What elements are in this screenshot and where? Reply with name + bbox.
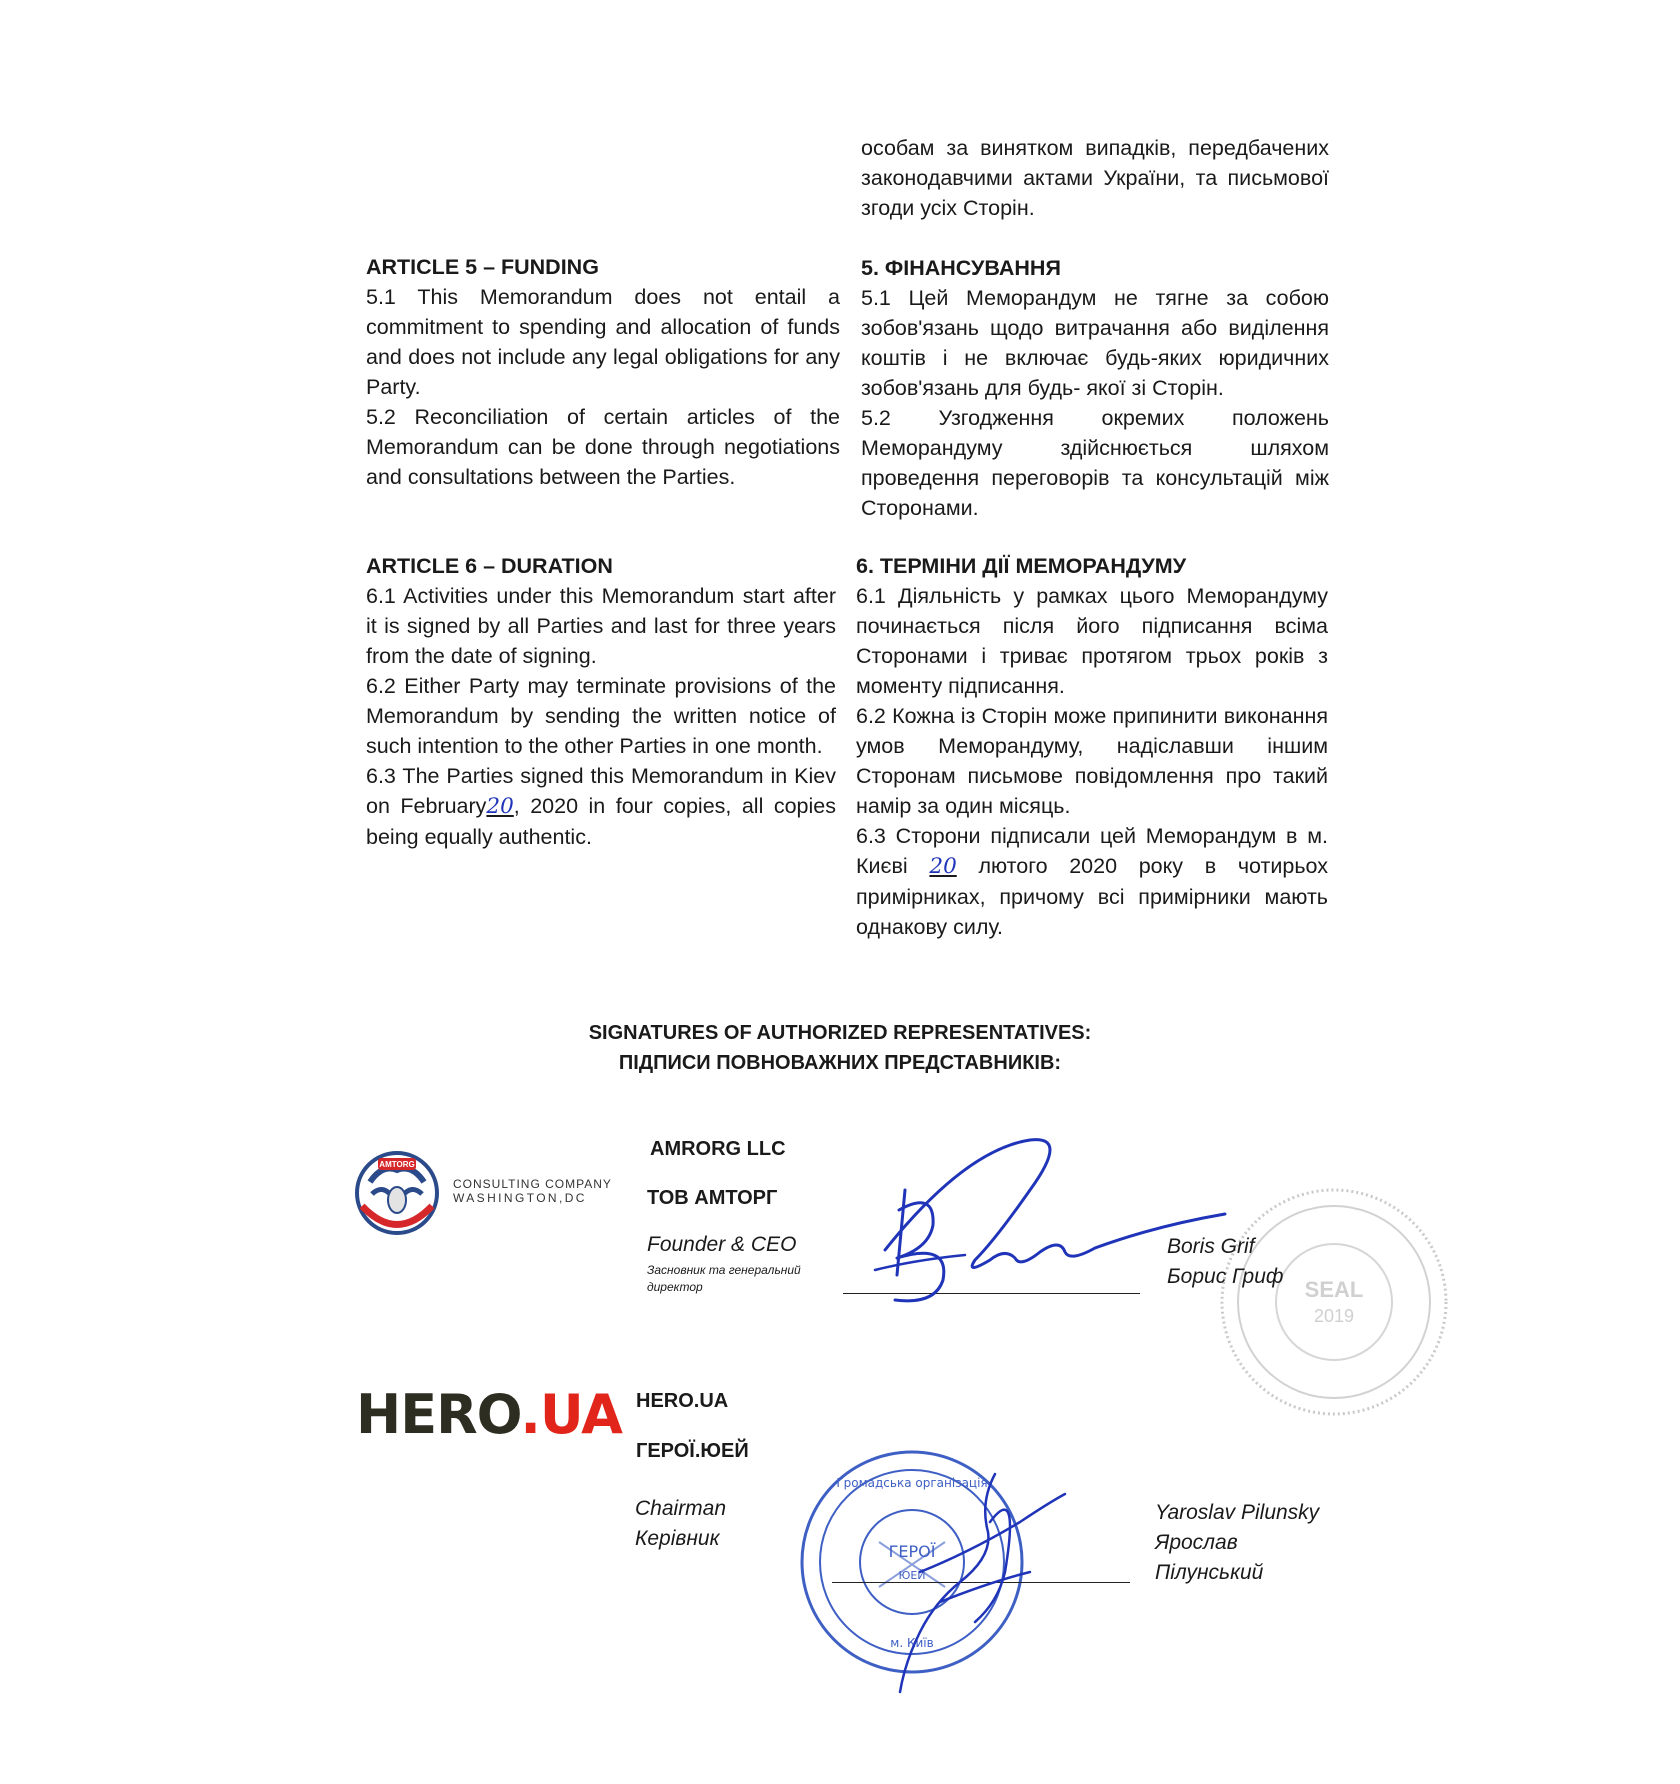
- amtorg-caption-line2: WASHINGTON,DC: [453, 1191, 587, 1205]
- party1-role-ua: Засновник та генеральний директор: [647, 1263, 801, 1294]
- party1-person-en: Boris Grif: [1167, 1235, 1255, 1258]
- clause-6-1-en: 6.1 Activities under this Memorandum start after it is signed by all Parties and last for three years from the date of signing.: [366, 584, 836, 668]
- party2-person-en: Yaroslav Pilunsky: [1155, 1501, 1320, 1524]
- svg-text:ЮЕЙ: ЮЕЙ: [898, 1569, 926, 1582]
- party2-name-en: HERO.UA: [636, 1390, 729, 1412]
- clause-6-3-ua-end: лютого 2020 року в чотирьох примірниках, причому всі примірники мають однакову силу.: [856, 854, 1328, 939]
- party1-name-ua: ТОВ АМТОРГ: [647, 1187, 778, 1209]
- party2-role-ua: Керівник: [635, 1527, 720, 1550]
- clause-6-2-en: 6.2 Either Party may terminate provisions of the Memorandum by sending the written notice of such intention to the other Parties in one month.: [366, 674, 836, 758]
- clause-6-3-en: [366, 761, 836, 852]
- handwritten-date-ua: 20: [929, 854, 957, 879]
- clause-5-1-ua: 5.1 Цей Меморандум не тягне за собою зобов'язань щодо витрачання або виділення коштів і не включає будь-яких юридичних зобов'язань для будь- якої зі Сторін.: [861, 286, 1329, 400]
- article-5-en-heading: ARTICLE 5 – FUNDING: [366, 255, 599, 279]
- clause-6-1-ua: 6.1 Діяльність у рамках цього Меморандуму починається після його підписання всіма Сторонами і триває протягом трьох років з моменту підписання.: [856, 584, 1328, 698]
- clause-5-2-en: 5.2 Reconciliation of certain articles of the Memorandum can be done through negotiations and consultations between the Parties.: [366, 405, 840, 489]
- clause-5-1-en: 5.1 This Memorandum does not entail a commitment to spending and allocation of funds and does not include any legal obligations for any Party.: [366, 285, 840, 399]
- svg-text:м. Київ: м. Київ: [890, 1636, 934, 1650]
- party2-person-ua-last: Пілунський: [1155, 1561, 1264, 1584]
- ua-continuation-paragraph: [861, 133, 1329, 223]
- amtorg-caption-line1: CONSULTING COMPANY: [453, 1177, 612, 1191]
- hero-ua-logo: [356, 1383, 622, 1446]
- party2-person-ua-first: Ярослав: [1155, 1531, 1238, 1554]
- party2-role-en: Chairman: [635, 1497, 727, 1520]
- boris-grif-signature-icon: [855, 1130, 1235, 1330]
- hero-logo-part1: HERO: [356, 1383, 521, 1446]
- article-6-en-heading: ARTICLE 6 – DURATION: [366, 554, 613, 578]
- article-6-ua: [856, 551, 1328, 942]
- svg-text:2019: 2019: [1313, 1306, 1355, 1326]
- article-6-ua-heading: 6. ТЕРМІНИ ДІЇ МЕМОРАНДУМУ: [856, 554, 1187, 578]
- party2-name-ua: ГЕРОЇ.ЮЕЙ: [636, 1440, 749, 1462]
- clause-6-2-ua: 6.2 Кожна із Сторін може припинити виконання умов Меморандуму, надіславши іншим Сторонам письмове повідомлення про такий намір за один місяць.: [856, 704, 1328, 818]
- signatures-title-en: SIGNATURES OF AUTHORIZED REPRESENTATIVES:: [588, 1022, 1092, 1044]
- svg-text:Громадська організація: Громадська організація: [836, 1476, 988, 1490]
- clause-6-3-ua: [856, 821, 1328, 942]
- article-5-ua-heading: 5. ФІНАНСУВАННЯ: [861, 256, 1061, 280]
- amtorg-logo-badge-text: AMTORG: [379, 1160, 415, 1169]
- hero-logo-part2: .UA: [520, 1383, 622, 1446]
- clause-6-3-en-end: , 2020 in four copies, all copies being equally authentic.: [366, 794, 836, 849]
- clause-5-2-ua: 5.2 Узгодження окремих положень Меморандуму здійснюється шляхом проведення переговорів та консультацій між Сторонами.: [861, 406, 1329, 520]
- party1-role-en: Founder & CEO: [647, 1233, 797, 1256]
- ua-continuation-text: особам за винятком випадків, передбачених законодавчими актами України, та письмової згоди усіх Сторін.: [861, 136, 1329, 220]
- party1-name-en: AMRORG LLC: [650, 1138, 786, 1160]
- yaroslav-pilunsky-signature-icon: [880, 1462, 1080, 1702]
- amtorg-logo-caption: [453, 1177, 612, 1205]
- article-5-en: [366, 252, 840, 492]
- party1-person-ua: Борис Гриф: [1167, 1265, 1284, 1288]
- signatures-title-ua: ПІДПИСИ ПОВНОВАЖНИХ ПРЕДСТАВНИКІВ:: [618, 1052, 1062, 1074]
- clause-6-3-ua-start: 6.3 Сторони підписали цей Меморандум в м. Києві: [856, 824, 1328, 878]
- svg-text:ГЕРОЇ: ГЕРОЇ: [888, 1542, 936, 1561]
- article-6-en: [366, 551, 836, 852]
- svg-text:SEAL: SEAL: [1304, 1277, 1364, 1302]
- amtorg-embossed-seal-icon: [1214, 1182, 1454, 1422]
- handwritten-date-en: 20: [486, 794, 514, 819]
- article-5-ua: [861, 253, 1329, 523]
- clause-6-3-en-start: 6.3 The Parties signed this Memorandum in Kiev on February: [366, 764, 836, 818]
- amtorg-logo-icon: [352, 1148, 442, 1238]
